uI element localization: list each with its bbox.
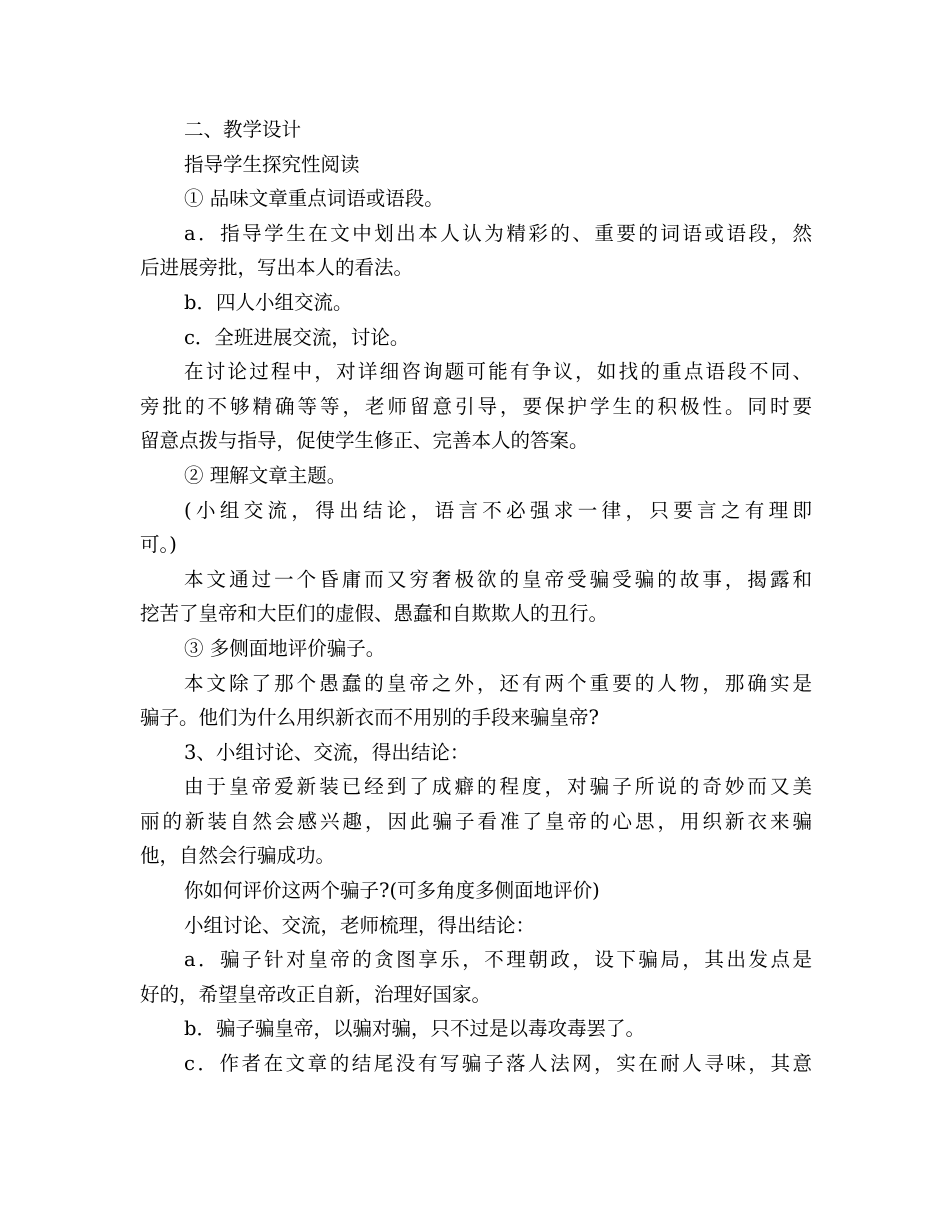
paragraph-line: 旁批的不够精确等等，老师留意引导，要保护学生的积极性。同时要 bbox=[140, 394, 812, 418]
list-item: 3、小组讨论、交流，得出结论： bbox=[184, 740, 470, 764]
paragraph-line: 他，自然会行骗成功。 bbox=[140, 844, 336, 868]
paragraph-line: 挖苦了皇帝和大臣们的虚假、愚蠢和自欺欺人的丑行。 bbox=[140, 602, 609, 626]
numbered-item: ② 理解文章主题。 bbox=[184, 463, 347, 487]
paragraph-line: 可。) bbox=[140, 533, 177, 557]
paragraph-line: a．指导学生在文中划出本人认为精彩的、重要的词语或语段，然 bbox=[184, 221, 812, 245]
paragraph-line: a．骗子针对皇帝的贪图享乐，不理朝政，设下骗局，其出发点是 bbox=[184, 948, 812, 972]
paragraph-line: 留意点拨与指导，促使学生修正、完善本人的答案。 bbox=[140, 429, 589, 453]
paragraph-line: 你如何评价这两个骗子?(可多角度多侧面地评价) bbox=[184, 879, 600, 903]
paragraph-line: 丽的新装自然会感兴趣，因此骗子看准了皇帝的心思，用织新衣来骗 bbox=[140, 809, 812, 833]
document-page bbox=[140, 113, 812, 1082]
paragraph-line: 由于皇帝爱新装已经到了成癖的程度，对骗子所说的奇妙而又美 bbox=[184, 775, 812, 799]
list-item: c．全班进展交流，讨论。 bbox=[184, 325, 410, 349]
section-heading: 二、教学设计 bbox=[184, 118, 302, 141]
paragraph-line: 好的，希望皇帝改正自新，治理好国家。 bbox=[140, 982, 492, 1006]
subheading: 指导学生探究性阅读 bbox=[184, 152, 360, 176]
paragraph-line: 小组讨论、交流，老师梳理，得出结论： bbox=[184, 913, 536, 937]
list-item: b．骗子骗皇帝，以骗对骗，只不过是以毒攻毒罢了。 bbox=[184, 1017, 645, 1041]
paragraph-line: 本文除了那个愚蠢的皇帝之外，还有两个重要的人物，那确实是 bbox=[184, 671, 812, 695]
paragraph-line: c．作者在文章的结尾没有写骗子落人法网，实在耐人寻味，其意 bbox=[184, 1052, 812, 1076]
paragraph-line: 本文通过一个昏庸而又穷奢极欲的皇帝受骗受骗的故事，揭露和 bbox=[184, 567, 812, 591]
paragraph-line: (小组交流，得出结论，语言不必强求一律，只要言之有理即 bbox=[184, 498, 812, 522]
numbered-item: ③ 多侧面地评价骗子。 bbox=[184, 636, 386, 660]
list-item: b．四人小组交流。 bbox=[184, 290, 353, 314]
paragraph-line: 后进展旁批，写出本人的看法。 bbox=[140, 256, 414, 280]
numbered-item: ① 品味文章重点词语或语段。 bbox=[184, 187, 444, 211]
paragraph-line: 骗子。他们为什么用织新衣而不用别的手段来骗皇帝? bbox=[140, 706, 599, 730]
paragraph-line: 在讨论过程中，对详细咨询题可能有争议，如找的重点语段不同、 bbox=[184, 360, 812, 384]
